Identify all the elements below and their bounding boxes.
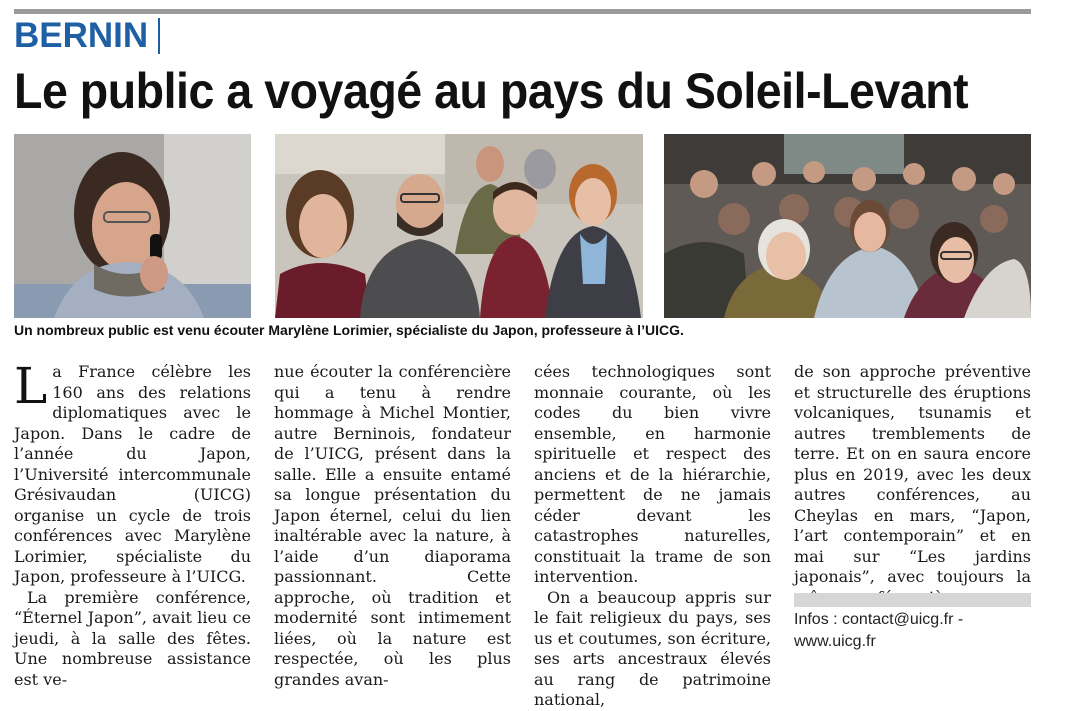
paragraph — [14, 357, 251, 588]
audience-room-photo — [664, 134, 1031, 318]
paragraph: On a beaucoup appris sur le fait religieux du pays, ses us et coutumes, son écriture, ses arts ancestraux élevés au rang de patrimoine national, — [534, 587, 771, 709]
infos-rule — [794, 593, 1031, 607]
top-rule — [14, 9, 1031, 14]
paragraph-text: a France célèbre les 160 ans des relations diplomatiques avec le Japon. Dans le cadre de l’année du Japon, l’Université intercommunale Grésivaudan (UICG) organise un cycle de trois conférences avec Marylène Lorimier, spécialiste du Japon, professeure à l’UICG. — [14, 362, 251, 586]
infos-box — [794, 609, 1034, 653]
audience-row-photo — [275, 134, 643, 318]
article-column-3 — [534, 362, 771, 711]
paragraph: La première conférence, “Éternel Japon”, avait lieu ce jeudi, à la salle des fêtes. Une nombreuse assistance est ve- — [14, 587, 251, 689]
paragraph: de son approche préventive et structurelle des éruptions volcaniques, tsunamis et autres tremblements de terre. Et on en saura encore plus en 2019, avec les deux autres conférences, au Cheylas en mars, “Japon, l’art contemporain” et en mai sur “Les jardins japonais”, avec toujours la — [794, 362, 1031, 586]
infos-contact: Infos : contact@uicg.fr - — [794, 611, 964, 628]
speaker-photo — [14, 134, 251, 318]
drop-cap: L — [14, 357, 48, 415]
section-rubric: BERNIN — [14, 18, 160, 54]
article-column-4 — [794, 362, 1031, 608]
paragraph: cées technologiques sont monnaie courante, où les codes du bien vivre ensemble, en harmonie spirituelle et respect des anciens et de la hiérarchie, permettent de ne jamais céder devant les catastrophes naturelles, constituait la trame de son intervention. — [534, 362, 771, 586]
article-column-2 — [274, 362, 511, 690]
paragraph: nue écouter la conférencière qui a tenu à rendre hommage à Michel Montier, autre Berninois, fondateur de l’UICG, présent dans la salle. Elle a ensuite entamé sa longue présentation du Japon éternel, celui du lien inaltérable avec la nature, à l’aide d’un diaporama passionnant. Cette approche, où tradition et modernité sont intimement liées, où la nature est respectée, où les plus grandes avan- — [274, 362, 511, 689]
headline: Le public a voyagé au pays du Soleil-Levant — [14, 63, 969, 119]
infos-website[interactable]: www.uicg.fr — [794, 633, 876, 650]
photo-caption: Un nombreux public est venu écouter Marylène Lorimier, spécialiste du Japon, professeure à l’UICG. — [14, 322, 684, 338]
article-column-1 — [14, 357, 251, 690]
